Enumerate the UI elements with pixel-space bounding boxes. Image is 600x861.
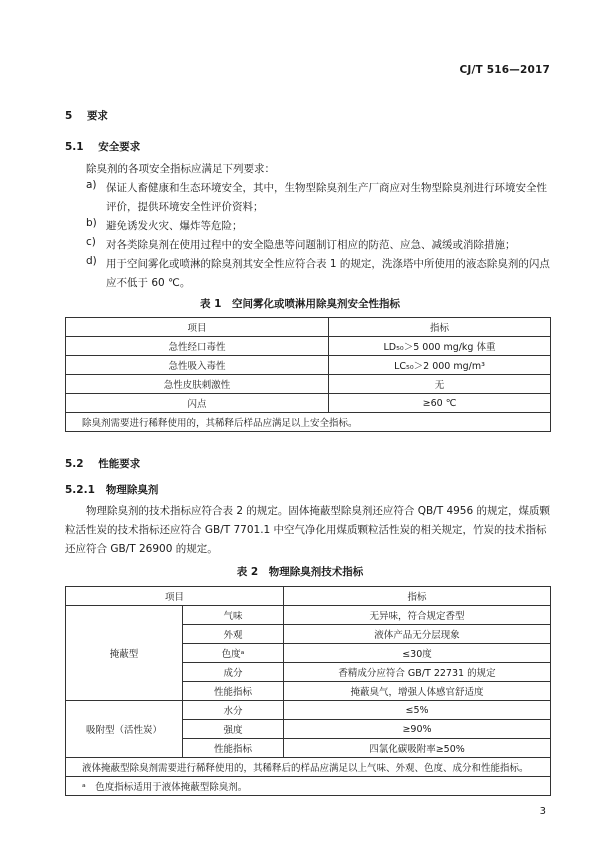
table-row xyxy=(66,394,551,413)
section-title: 物理除臭剂 xyxy=(105,484,159,496)
table-note: 除臭剂需要进行稀释使用的，其稀释后样品应满足以上安全指标。 xyxy=(66,413,551,432)
standard-number: CJ/T 516—2017 xyxy=(459,64,550,76)
table-cell: ≥90% xyxy=(284,720,551,739)
table-2-caption: 表 2 物理除臭剂技术指标 xyxy=(236,566,364,578)
table-note: 液体掩蔽型除臭剂需要进行稀释使用的，其稀释后的样品应满足以上气味、外观、色度、成分和性能指标。 xyxy=(66,758,551,777)
table-header-cell: 项目 xyxy=(66,318,329,337)
list-item-letter: a) xyxy=(86,179,97,191)
page-number: 3 xyxy=(539,806,546,817)
table-cell: ≤30度 xyxy=(284,644,551,663)
table-1 xyxy=(65,317,551,432)
table-2 xyxy=(65,586,551,796)
table-cell: 急性皮肤刺激性 xyxy=(66,375,329,394)
table-header-row xyxy=(66,587,551,606)
table-row xyxy=(66,606,551,625)
table-cell: 掩蔽臭气，增强人体感官舒适度 xyxy=(284,682,551,701)
section-number: 5.2 xyxy=(65,458,84,470)
table-note-row xyxy=(66,758,551,777)
table-cell: 液体产品无分层现象 xyxy=(284,625,551,644)
table-cell: 无异味，符合规定香型 xyxy=(284,606,551,625)
section-5-2-heading xyxy=(65,456,140,471)
table-1-caption: 表 1 空间雾化或喷淋用除臭剂安全性指标 xyxy=(200,298,400,310)
table-cell: 水分 xyxy=(183,701,284,720)
table-header-row xyxy=(66,318,551,337)
list-item-letter: c) xyxy=(86,236,96,248)
table-cell: 色度ᵃ xyxy=(183,644,284,663)
table-cell: 闪点 xyxy=(66,394,329,413)
list-item-letter: b) xyxy=(86,217,97,229)
table-cell: 性能指标 xyxy=(183,682,284,701)
table-row xyxy=(66,375,551,394)
table-row xyxy=(66,356,551,375)
table-footnote-row xyxy=(66,777,551,796)
table-cell: 气味 xyxy=(183,606,284,625)
table-cell: LD₅₀＞5 000 mg/kg 体重 xyxy=(329,337,551,356)
section-5-2-1-heading xyxy=(65,482,158,497)
table-cell: 四氯化碳吸附率≥50% xyxy=(284,739,551,758)
table-cell: 性能指标 xyxy=(183,739,284,758)
table-cell: 急性经口毒性 xyxy=(66,337,329,356)
section-number: 5 xyxy=(65,110,73,122)
table-header-cell: 项目 xyxy=(66,587,284,606)
physical-deodorant-paragraph: 物理除臭剂的技术指标应符合表 2 的规定。固体掩蔽型除臭剂还应符合 QB/T 4956 的规定，煤质颗粒活性炭的技术指标还应符合 GB/T 7701.1 中空气净化用煤质颗粒活性炭的相关规定，竹炭的技术指标还应符合 GB/T 26900 的规定。 xyxy=(65,505,551,555)
section-title: 性能要求 xyxy=(98,458,141,470)
table-cell: LC₅₀＞2 000 mg/m³ xyxy=(329,356,551,375)
table-cell: 香精成分应符合 GB/T 22731 的规定 xyxy=(284,663,551,682)
table-group-cell: 掩蔽型 xyxy=(66,606,183,701)
table-note-row xyxy=(66,413,551,432)
table-cell: ≥60 ℃ xyxy=(329,394,551,413)
list-item-text: 保证人畜健康和生态环境安全，其中，生物型除臭剂生产厂商应对生物型除臭剂进行环境安全性评价，提供环境安全性评价资料； xyxy=(106,182,547,213)
table-cell: 无 xyxy=(329,375,551,394)
section-number: 5.1 xyxy=(65,141,84,153)
table-cell: 成分 xyxy=(183,663,284,682)
table-cell: 外观 xyxy=(183,625,284,644)
table-cell: 急性吸入毒性 xyxy=(66,356,329,375)
table-footnote: ᵃ 色度指标适用于液体掩蔽型除臭剂。 xyxy=(66,777,551,796)
section-title: 安全要求 xyxy=(98,141,141,153)
section-number: 5.2.1 xyxy=(65,484,95,496)
safety-intro: 除臭剂的各项安全指标应满足下列要求： xyxy=(86,163,275,175)
list-item-text: 用于空间雾化或喷淋的除臭剂其安全性应符合表 1 的规定，洗涤塔中所使用的液态除臭剂的闪点应不低于 60 ℃。 xyxy=(106,258,550,289)
table-header-cell: 指标 xyxy=(284,587,551,606)
table-cell: ≤5% xyxy=(284,701,551,720)
section-5-heading xyxy=(65,108,108,123)
section-5-1-heading xyxy=(65,139,140,154)
list-item-text: 避免诱发火灾、爆炸等危险； xyxy=(106,220,243,232)
table-row xyxy=(66,701,551,720)
table-row xyxy=(66,337,551,356)
section-title: 要求 xyxy=(86,110,108,122)
table-header-cell: 指标 xyxy=(329,318,551,337)
table-group-cell: 吸附型（活性炭） xyxy=(66,701,183,758)
table-cell: 强度 xyxy=(183,720,284,739)
list-item-text: 对各类除臭剂在使用过程中的安全隐患等问题制订相应的防范、应急、减缓或消除措施； xyxy=(106,239,516,251)
list-item-letter: d) xyxy=(86,255,97,267)
